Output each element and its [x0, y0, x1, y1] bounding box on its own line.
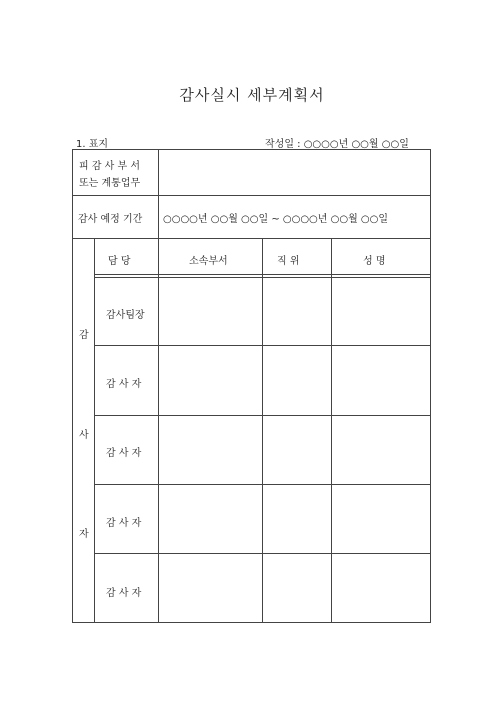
date-line: 작성일 : ○○○○년 ○○월 ○○일 [265, 139, 409, 150]
section-label: 1. 표지 [76, 139, 109, 150]
position-field[interactable] [263, 554, 331, 622]
position-field[interactable] [263, 278, 331, 345]
target-dept-value-field[interactable] [159, 150, 430, 195]
target-dept-label-line2: 또는 계통업무 [79, 178, 141, 189]
period-value: ○○○○년 ○○월 ○○일 ~ ○○○○년 ○○월 ○○일 [163, 214, 389, 225]
auditor-group-char: 자 [79, 529, 89, 540]
auditor-group-char: 감 [79, 330, 89, 341]
position-field[interactable] [263, 485, 331, 553]
header-divider [94, 274, 431, 275]
role-cell: 감 사 자 [106, 448, 142, 459]
dept-field[interactable] [159, 416, 262, 484]
auditor-group-char: 사 [79, 430, 89, 441]
name-field[interactable] [332, 278, 430, 345]
role-cell: 감 사 자 [106, 379, 142, 390]
row-divider [72, 195, 431, 196]
name-field[interactable] [332, 416, 430, 484]
document-title: 감사실시 세부계획서 [179, 86, 325, 104]
period-label: 감사 예정 기간 [78, 214, 143, 225]
dept-field[interactable] [159, 554, 262, 622]
column-header-dept: 소속부서 [189, 256, 228, 267]
name-field[interactable] [332, 346, 430, 415]
role-cell: 감 사 자 [106, 518, 142, 529]
dept-field[interactable] [159, 278, 262, 345]
target-dept-label-line1: 피 감 사 부 서 [79, 161, 141, 172]
column-header-name: 성 명 [363, 256, 386, 267]
role-cell: 감사팀장 [106, 310, 145, 321]
role-cell: 감 사 자 [106, 588, 142, 599]
position-field[interactable] [263, 416, 331, 484]
column-header-role: 담 당 [108, 256, 131, 267]
name-field[interactable] [332, 485, 430, 553]
row-divider [72, 238, 431, 239]
name-field[interactable] [332, 554, 430, 622]
dept-field[interactable] [159, 346, 262, 415]
column-header-position: 직 위 [277, 256, 300, 267]
dept-field[interactable] [159, 485, 262, 553]
position-field[interactable] [263, 346, 331, 415]
col-divider [94, 238, 95, 623]
